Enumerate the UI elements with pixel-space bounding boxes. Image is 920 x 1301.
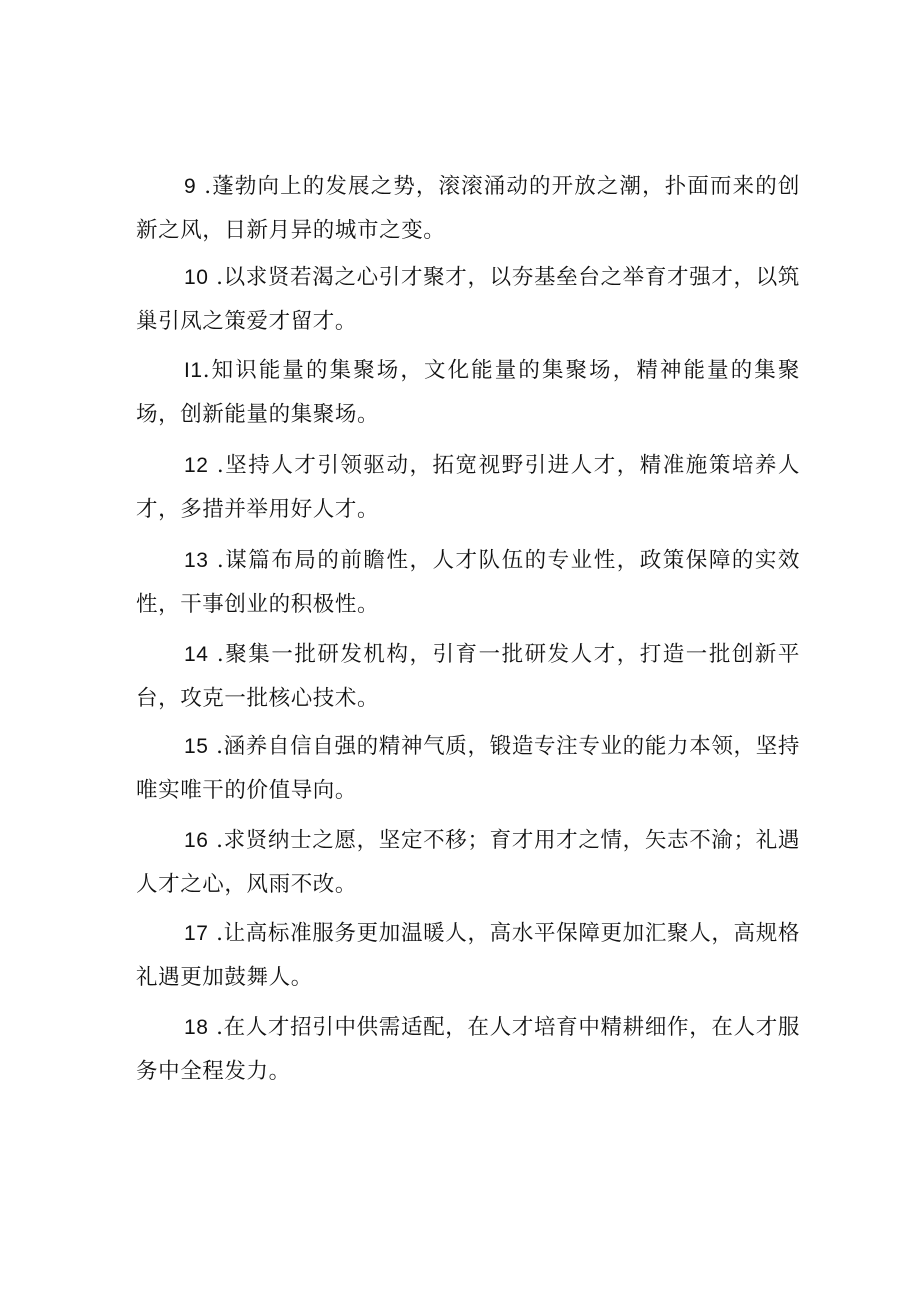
list-item [136, 819, 800, 907]
item-number: 12 [184, 454, 209, 477]
list-item [136, 165, 800, 253]
item-number: I1 [184, 359, 203, 382]
item-text: .谋篇布局的前瞻性，人才队伍的专业性，政策保障的实效性，干事创业的积极性。 [136, 548, 800, 617]
list-item [136, 725, 800, 813]
item-text: .蓬勃向上的发展之势，滚滚涌动的开放之潮，扑面而来的创新之风，日新月异的城市之变。 [136, 174, 800, 243]
item-text: .坚持人才引领驱动，拓宽视野引进人才，精准施策培养人才，多措并举用好人才。 [136, 453, 800, 522]
item-number: 14 [184, 643, 209, 666]
item-text: .知识能量的集聚场，文化能量的集聚场，精神能量的集聚场，创新能量的集聚场。 [136, 358, 800, 427]
item-text: .聚集一批研发机构，引育一批研发人才，打造一批创新平台，攻克一批核心技术。 [136, 642, 800, 711]
list-item [136, 539, 800, 627]
item-number: 18 [184, 1016, 209, 1039]
item-number: 10 [184, 266, 209, 289]
item-text: .让高标准服务更加温暖人，高水平保障更加汇聚人，高规格礼遇更加鼓舞人。 [136, 921, 800, 990]
list-item [136, 349, 800, 437]
list-item [136, 912, 800, 1000]
item-text: .求贤纳士之愿，坚定不移；育才用才之情，矢志不渝；礼遇人才之心，风雨不改。 [136, 828, 800, 897]
item-text: .在人才招引中供需适配，在人才培育中精耕细作，在人才服务中全程发力。 [136, 1015, 800, 1084]
item-number: 15 [184, 735, 209, 758]
item-number: 17 [184, 922, 209, 945]
list-item [136, 1006, 800, 1094]
item-number: 13 [184, 549, 209, 572]
item-number: 9 [184, 175, 197, 198]
list-item [136, 444, 800, 532]
list-item [136, 633, 800, 721]
item-text: .以求贤若渴之心引才聚才，以夯基垒台之举育才强才，以筑巢引凤之策爱才留才。 [136, 265, 800, 334]
item-number: 16 [184, 829, 209, 852]
list-item [136, 256, 800, 344]
item-text: .涵养自信自强的精神气质，锻造专注专业的能力本领，坚持唯实唯干的价值导向。 [136, 734, 800, 803]
